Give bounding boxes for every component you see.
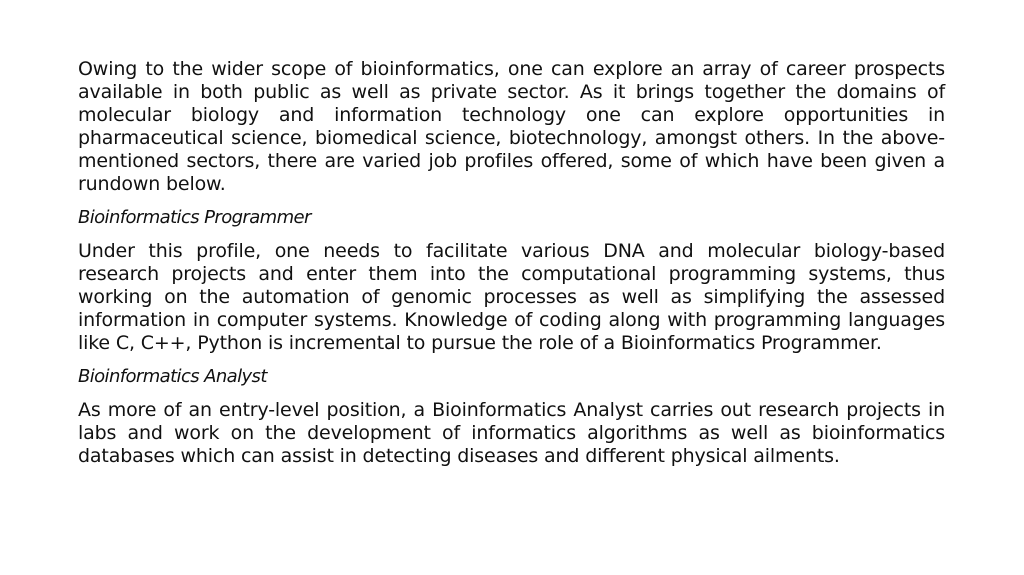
section-heading-programmer: Bioinformatics Programmer	[78, 207, 311, 228]
section-body-programmer: Under this profile, one needs to facilitate various DNA and molecular biology-based research projects and enter them into the computational programming systems, thus working on the automation of genomic processes as well as simplifying the assessed information in computer systems. Knowledge of coding along with programming languages like C, C++, Python is incremental to pursue the role of a Bioinformatics Programmer.	[78, 240, 945, 354]
section-heading-analyst: Bioinformatics Analyst	[78, 366, 267, 387]
section-body-analyst: As more of an entry-level position, a Bioinformatics Analyst carries out research projects in labs and work on the development of informatics algorithms as well as bioinformatics databases which can assist in detecting diseases and different physical ailments.	[78, 399, 945, 467]
intro-paragraph: Owing to the wider scope of bioinformatics, one can explore an array of career prospects available in both public as well as private sector. As it brings together the domains of molecular biology and information technology one can explore opportunities in pharmaceutical science, biomedical science, biotechnology, amongst others. In the above-mentioned sectors, there are varied job profiles offered, some of which have been given a rundown below.	[78, 58, 945, 195]
slide-content	[78, 58, 945, 478]
